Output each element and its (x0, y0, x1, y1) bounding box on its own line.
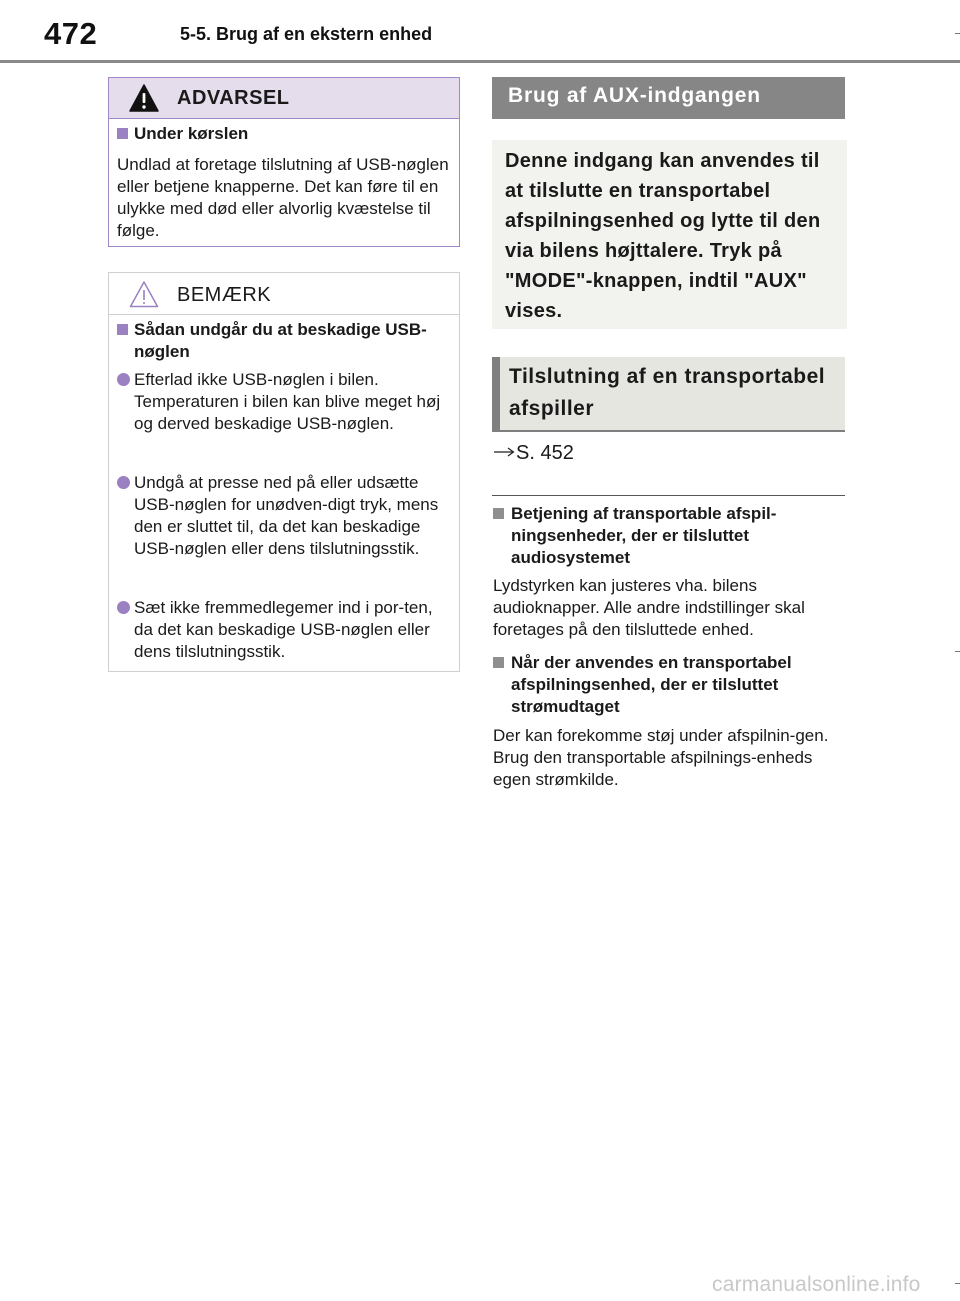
warning-box (108, 77, 460, 247)
warning-triangle-icon (129, 84, 159, 112)
edge-tick (955, 651, 960, 652)
round-bullet-icon (117, 373, 130, 386)
connection-subheading: Tilslutning af en transportabel afspiller (492, 357, 845, 432)
warning-subheading (117, 124, 248, 144)
page-reference-link[interactable] (493, 442, 574, 465)
watermark: carmanualsonline.info (712, 1273, 921, 1296)
aux-section-heading: Brug af AUX-indgangen (492, 77, 845, 119)
note-subheading-text: Sådan undgår du at beskadige USB-nøglen (134, 320, 427, 361)
page-number: 472 (44, 16, 98, 51)
page-reference-text: S. 452 (516, 442, 574, 464)
square-bullet-icon (117, 128, 128, 139)
note-subheading-text: Betjening af transportable afspil-ningsenheder, der er tilsluttet audiosystemet (511, 504, 777, 567)
warning-text: Undlad at foretage tilslutning af USB-nøglen eller betjene knapperne. Det kan føre til en ulykke med død eller alvorlig kvæstelse til følge. (117, 155, 449, 240)
warning-subheading-text: Under kørslen (134, 124, 249, 143)
divider (492, 495, 845, 496)
note-item-text: Undgå at presse ned på eller udsætte USB-nøglen for unødven-digt tryk, mens den er sluttet til, da det kan beskadige USB-nøglen eller dens tilslutningsstik. (134, 473, 439, 558)
square-bullet-icon (493, 508, 504, 519)
intro-box: Denne indgang kan anvendes til at tilslutte en transportabel afspilningsenhed og lytte til den via bilens højttalere. Tryk på "MODE"-knappen, indtil "AUX" vises. (492, 140, 847, 329)
square-bullet-icon (493, 657, 504, 668)
note-subheading (493, 652, 845, 718)
header-rule (0, 60, 960, 63)
edge-tick (955, 1283, 960, 1284)
note-paragraph: Der kan forekomme støj under afspilnin-gen. Brug den transportable afspilnings-enheds egen strømkilde. (493, 726, 829, 789)
round-bullet-icon (117, 601, 130, 614)
note-title: BEMÆRK (177, 284, 272, 306)
note-paragraph: Lydstyrken kan justeres vha. bilens audioknapper. Alle andre indstillinger skal foretages på den tilsluttede enhed. (493, 576, 805, 639)
note-box (108, 272, 460, 672)
warning-header (109, 78, 459, 119)
note-subheading (493, 503, 845, 569)
note-list-item (117, 369, 453, 435)
caution-triangle-outline-icon (129, 280, 159, 308)
square-bullet-icon (117, 324, 128, 335)
note-item-text: Sæt ikke fremmedlegemer ind i por-ten, da det kan beskadige USB-nøglen eller dens tilslutningsstik. (134, 598, 433, 661)
note-item-text: Efterlad ikke USB-nøglen i bilen. Temperaturen i bilen kan blive meget høj og derved beskadige USB-nøglen. (134, 370, 441, 433)
note-list-item (117, 597, 453, 663)
edge-tick (955, 33, 960, 34)
note-subheading-text: Når der anvendes en transportabel afspilningsenhed, der er tilsluttet strømudtaget (511, 653, 792, 716)
warning-title: ADVARSEL (177, 87, 290, 109)
note-subheading (117, 319, 437, 363)
round-bullet-icon (117, 476, 130, 489)
note-header (109, 273, 459, 315)
note-list-item (117, 472, 453, 560)
section-title: 5-5. Brug af en ekstern enhed (180, 24, 433, 44)
arrow-right-icon (493, 446, 515, 458)
